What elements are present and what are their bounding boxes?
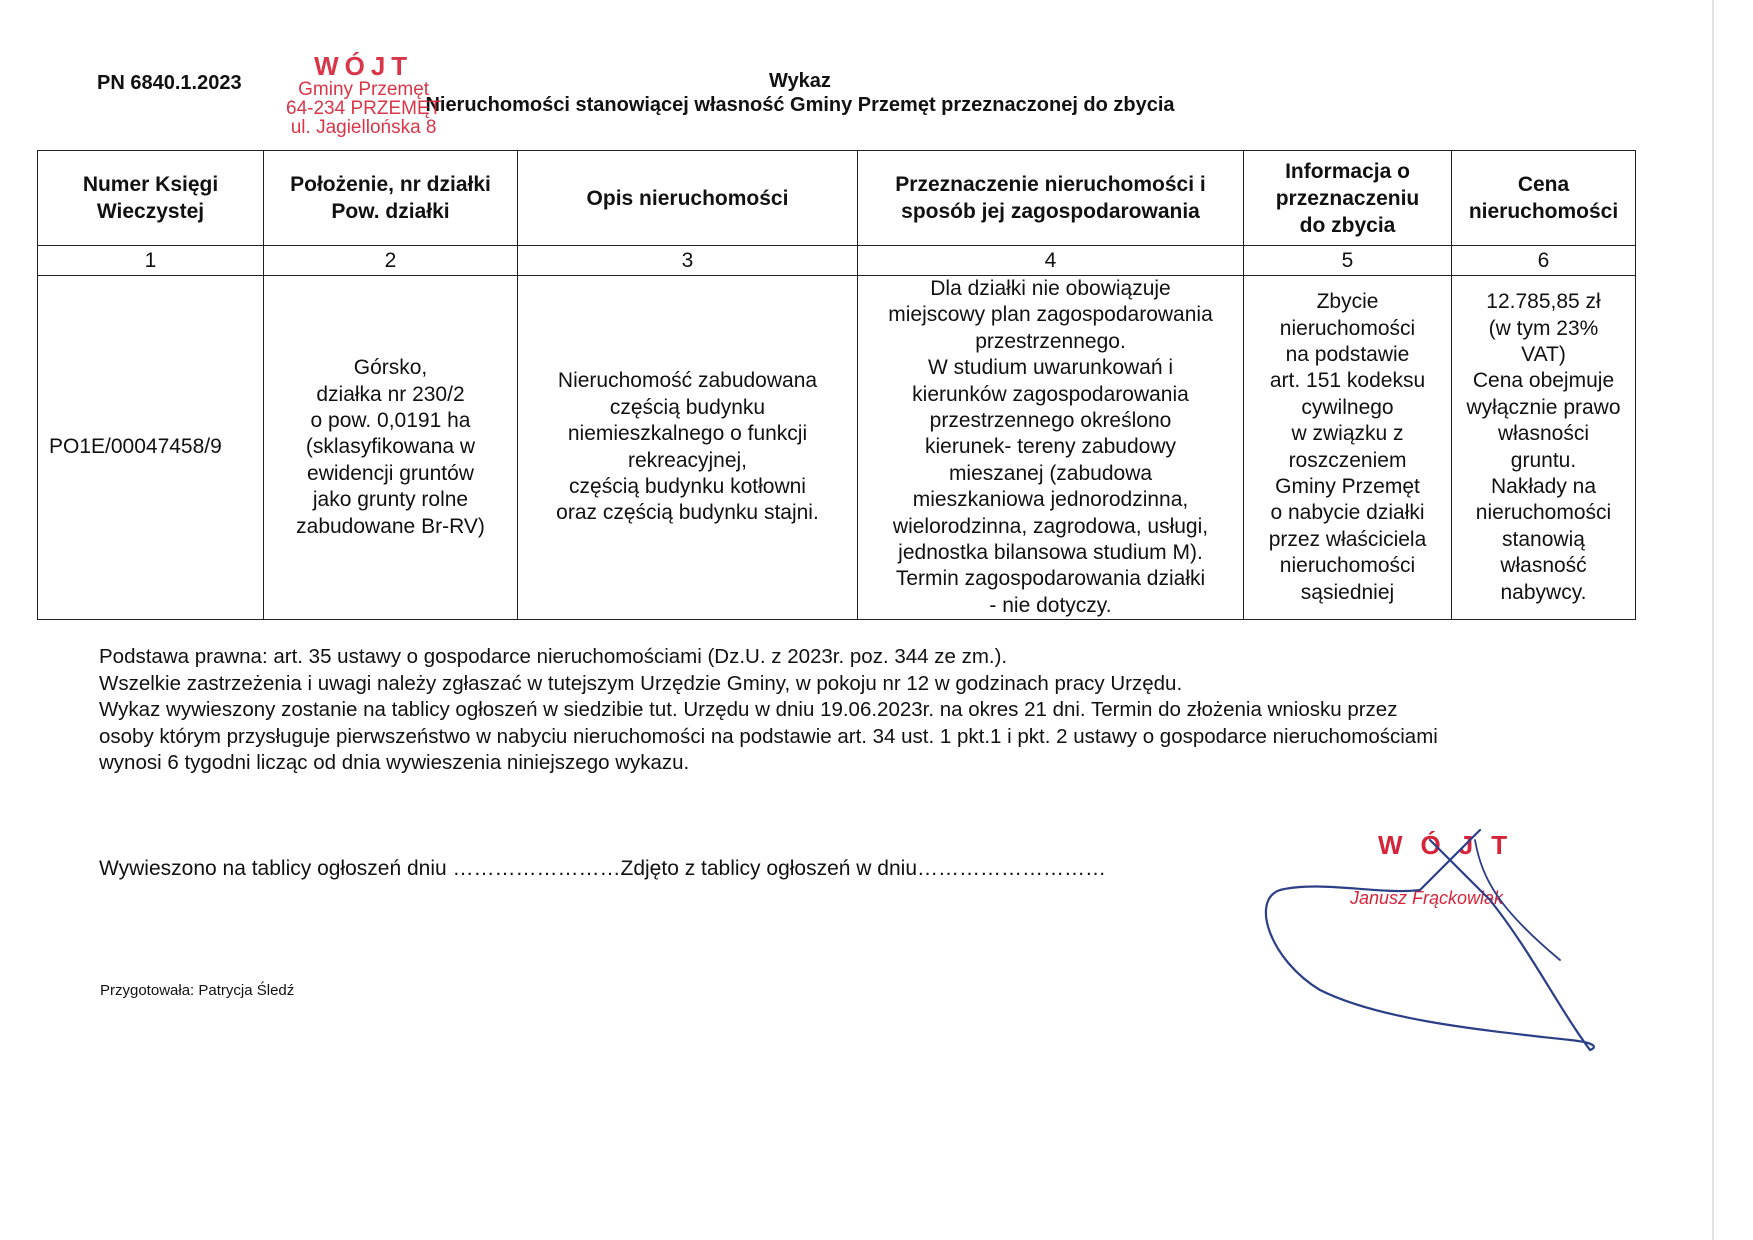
cell-line: cywilnego [1301,395,1394,419]
note-line: wynosi 6 tygodni licząc od dnia wywieszenia niniejszego wykazu. [99,751,690,774]
cell-kw-number [38,276,264,620]
column-number: 3 [518,246,858,276]
cell-line: Nieruchomość zabudowana [557,369,818,393]
cell-line: własności [1497,422,1590,446]
cell-line: nabywcy. [1500,580,1587,604]
cell-description [518,276,858,620]
cell-sale-info [1244,276,1452,620]
cell-line: o nabycie działki [1270,501,1425,525]
cell-line: nieruchomości [1468,200,1619,223]
cell-line: wielorodzinna, zagrodowa, usługi, [892,514,1209,538]
stamp-line: Gminy Przemęt [298,79,430,100]
cell-line: (sklasyfikowana w [305,435,476,459]
cell-line: Gminy Przemęt [1275,475,1420,499]
note-line: Wykaz wywieszony zostanie na tablicy ogłoszeń w siedzibie tut. Urzędu w dniu 19.06.2023r. na okres 21 dni. Termin do złożenia wniosku przez [99,698,1398,721]
cell-line: zabudowane Br-RV) [296,514,485,538]
cell-line: rekreacyjnej, [627,448,748,472]
cell-line: nieruchomości [1279,554,1416,578]
cell-line: Dla działki nie obowiązuje [930,277,1171,300]
stamp-title: WÓJT [314,51,414,81]
cell-line: Numer Księgi [82,173,219,196]
cell-line: wyłącznie prawo [1466,395,1621,419]
cell-line: własność [1500,554,1587,578]
cell-line: w związku z [1291,422,1404,446]
cell-line: Pow. działki [331,200,450,223]
column-number: 4 [858,246,1244,276]
cell-line: stanowią [1502,527,1585,551]
cell-line: do zbycia [1299,213,1396,237]
cell-line: kierunek- tereny zabudowy [925,435,1176,459]
cell-line: Wieczystej [96,200,205,223]
cell-line: - nie dotyczy. [989,593,1112,617]
cell-line: Położenie, nr działki [290,173,491,196]
document-title: Wykaz [769,70,831,92]
header-sale-info [1244,151,1452,246]
header-purpose [858,151,1244,246]
cell-line: przestrzennego określono [929,409,1172,433]
column-number: 6 [1452,246,1636,276]
cell-line: roszczeniem [1288,448,1407,472]
cell-line: Górsko, [353,356,428,380]
column-number: 1 [38,246,264,276]
prepared-by: Przygotowała: Patrycja Śledź [100,982,295,999]
note-line: Wszelkie zastrzeżenia i uwagi należy zgłaszać w tutejszym Urzędzie Gminy, w pokoju nr 12 w godzinach pracy Urzędu. [99,671,1183,695]
cell-line: ewidencji gruntów [307,461,474,485]
signature-stamp-name: Janusz Frąckowiak [1350,888,1504,908]
handwritten-signature [1260,820,1620,1070]
cell-line: na podstawie [1285,343,1410,367]
cell-line: Cena [1517,173,1570,196]
property-table [37,150,1636,620]
cell-line: jednostka bilansowa studium M). [898,541,1203,565]
note-line: Podstawa prawna: art. 35 ustawy o gospodarce nieruchomościami (Dz.U. z 2023r. poz. 344 ze zm.). [99,645,1008,668]
signature-stamp-title: WÓJT [1378,830,1526,860]
note-line: osoby którym przysługuje pierwszeństwo w nabyciu nieruchomości na podstawie art. 34 ust. 1 pkt.1 i pkt. 2 ustawy o gospodarce nieruchomościami [99,724,1438,748]
cell-line: jako grunty rolne [312,488,469,512]
cell-line: nieruchomości [1475,501,1612,525]
cell-line: niemieszkalnego o funkcji [567,422,808,446]
cell-line: Opis nieruchomości [586,186,789,210]
cell-line: częścią budynku kotłowni [569,475,806,499]
cell-line: PO1E/00047458/9 [49,435,222,459]
cell-line: 12.785,85 zł [1486,290,1601,314]
cell-line: działka nr 230/2 [316,382,465,406]
cell-line: sąsiedniej [1300,580,1395,604]
cell-line: oraz częścią budynku stajni. [556,501,819,525]
legal-notes [99,644,1659,777]
column-number: 5 [1244,246,1452,276]
column-number-row [38,246,1636,276]
cell-line: przeznaczeniu [1275,186,1420,210]
cell-line: Przeznaczenie nieruchomości i [895,173,1206,196]
cell-line: miejscowy plan zagospodarowania [888,303,1213,327]
table-header-row [38,151,1636,246]
reference-number: PN 6840.1.2023 [97,72,242,94]
cell-line: Cena obejmuje [1472,369,1615,393]
cell-line: Zbycie [1316,290,1379,314]
cell-line: W studium uwarunkowań i [927,356,1174,380]
office-stamp [286,52,441,137]
cell-location [264,276,518,620]
cell-line: o pow. 0,0191 ha [310,409,471,433]
scan-edge-line [1712,0,1714,1240]
posting-dates-line: Wywieszono na tablicy ogłoszeń dniu ……………………Zdjęto z tablicy ogłoszeń w dniu……………………… [99,857,1106,880]
cell-line: nieruchomości [1279,316,1416,340]
cell-line: mieszanej (zabudowa [948,461,1153,485]
column-number: 2 [264,246,518,276]
cell-line: gruntu. [1510,448,1577,472]
cell-line: kierunków zagospodarowania [912,382,1189,406]
header-kw-number [38,151,264,246]
cell-line: Termin zagospodarowania działki [895,567,1206,591]
header-location [264,151,518,246]
header-price [1452,151,1636,246]
cell-line: Informacja o [1285,159,1410,183]
cell-line: mieszkaniowa jednorodzinna, [912,488,1189,512]
cell-line: art. 151 kodeksu [1269,369,1426,393]
table-row [38,276,1636,620]
cell-line: przestrzennego. [975,329,1126,353]
header-description [518,151,858,246]
stamp-line: 64-234 PRZEMĘT [286,98,442,119]
stamp-line: ul. Jagiellońska 8 [290,117,437,138]
cell-line: (w tym 23% [1488,316,1599,340]
cell-line: przez właściciela [1268,527,1427,551]
document-subtitle: Nieruchomości stanowiącej własność Gminy Przemęt przeznaczonej do zbycia [425,94,1175,116]
cell-line: częścią budynku [609,395,766,419]
cell-price [1452,276,1636,620]
cell-purpose [858,276,1244,620]
cell-line: Nakłady na [1490,475,1597,499]
cell-line: sposób jej zagospodarowania [901,200,1200,223]
cell-line: VAT) [1521,343,1566,367]
